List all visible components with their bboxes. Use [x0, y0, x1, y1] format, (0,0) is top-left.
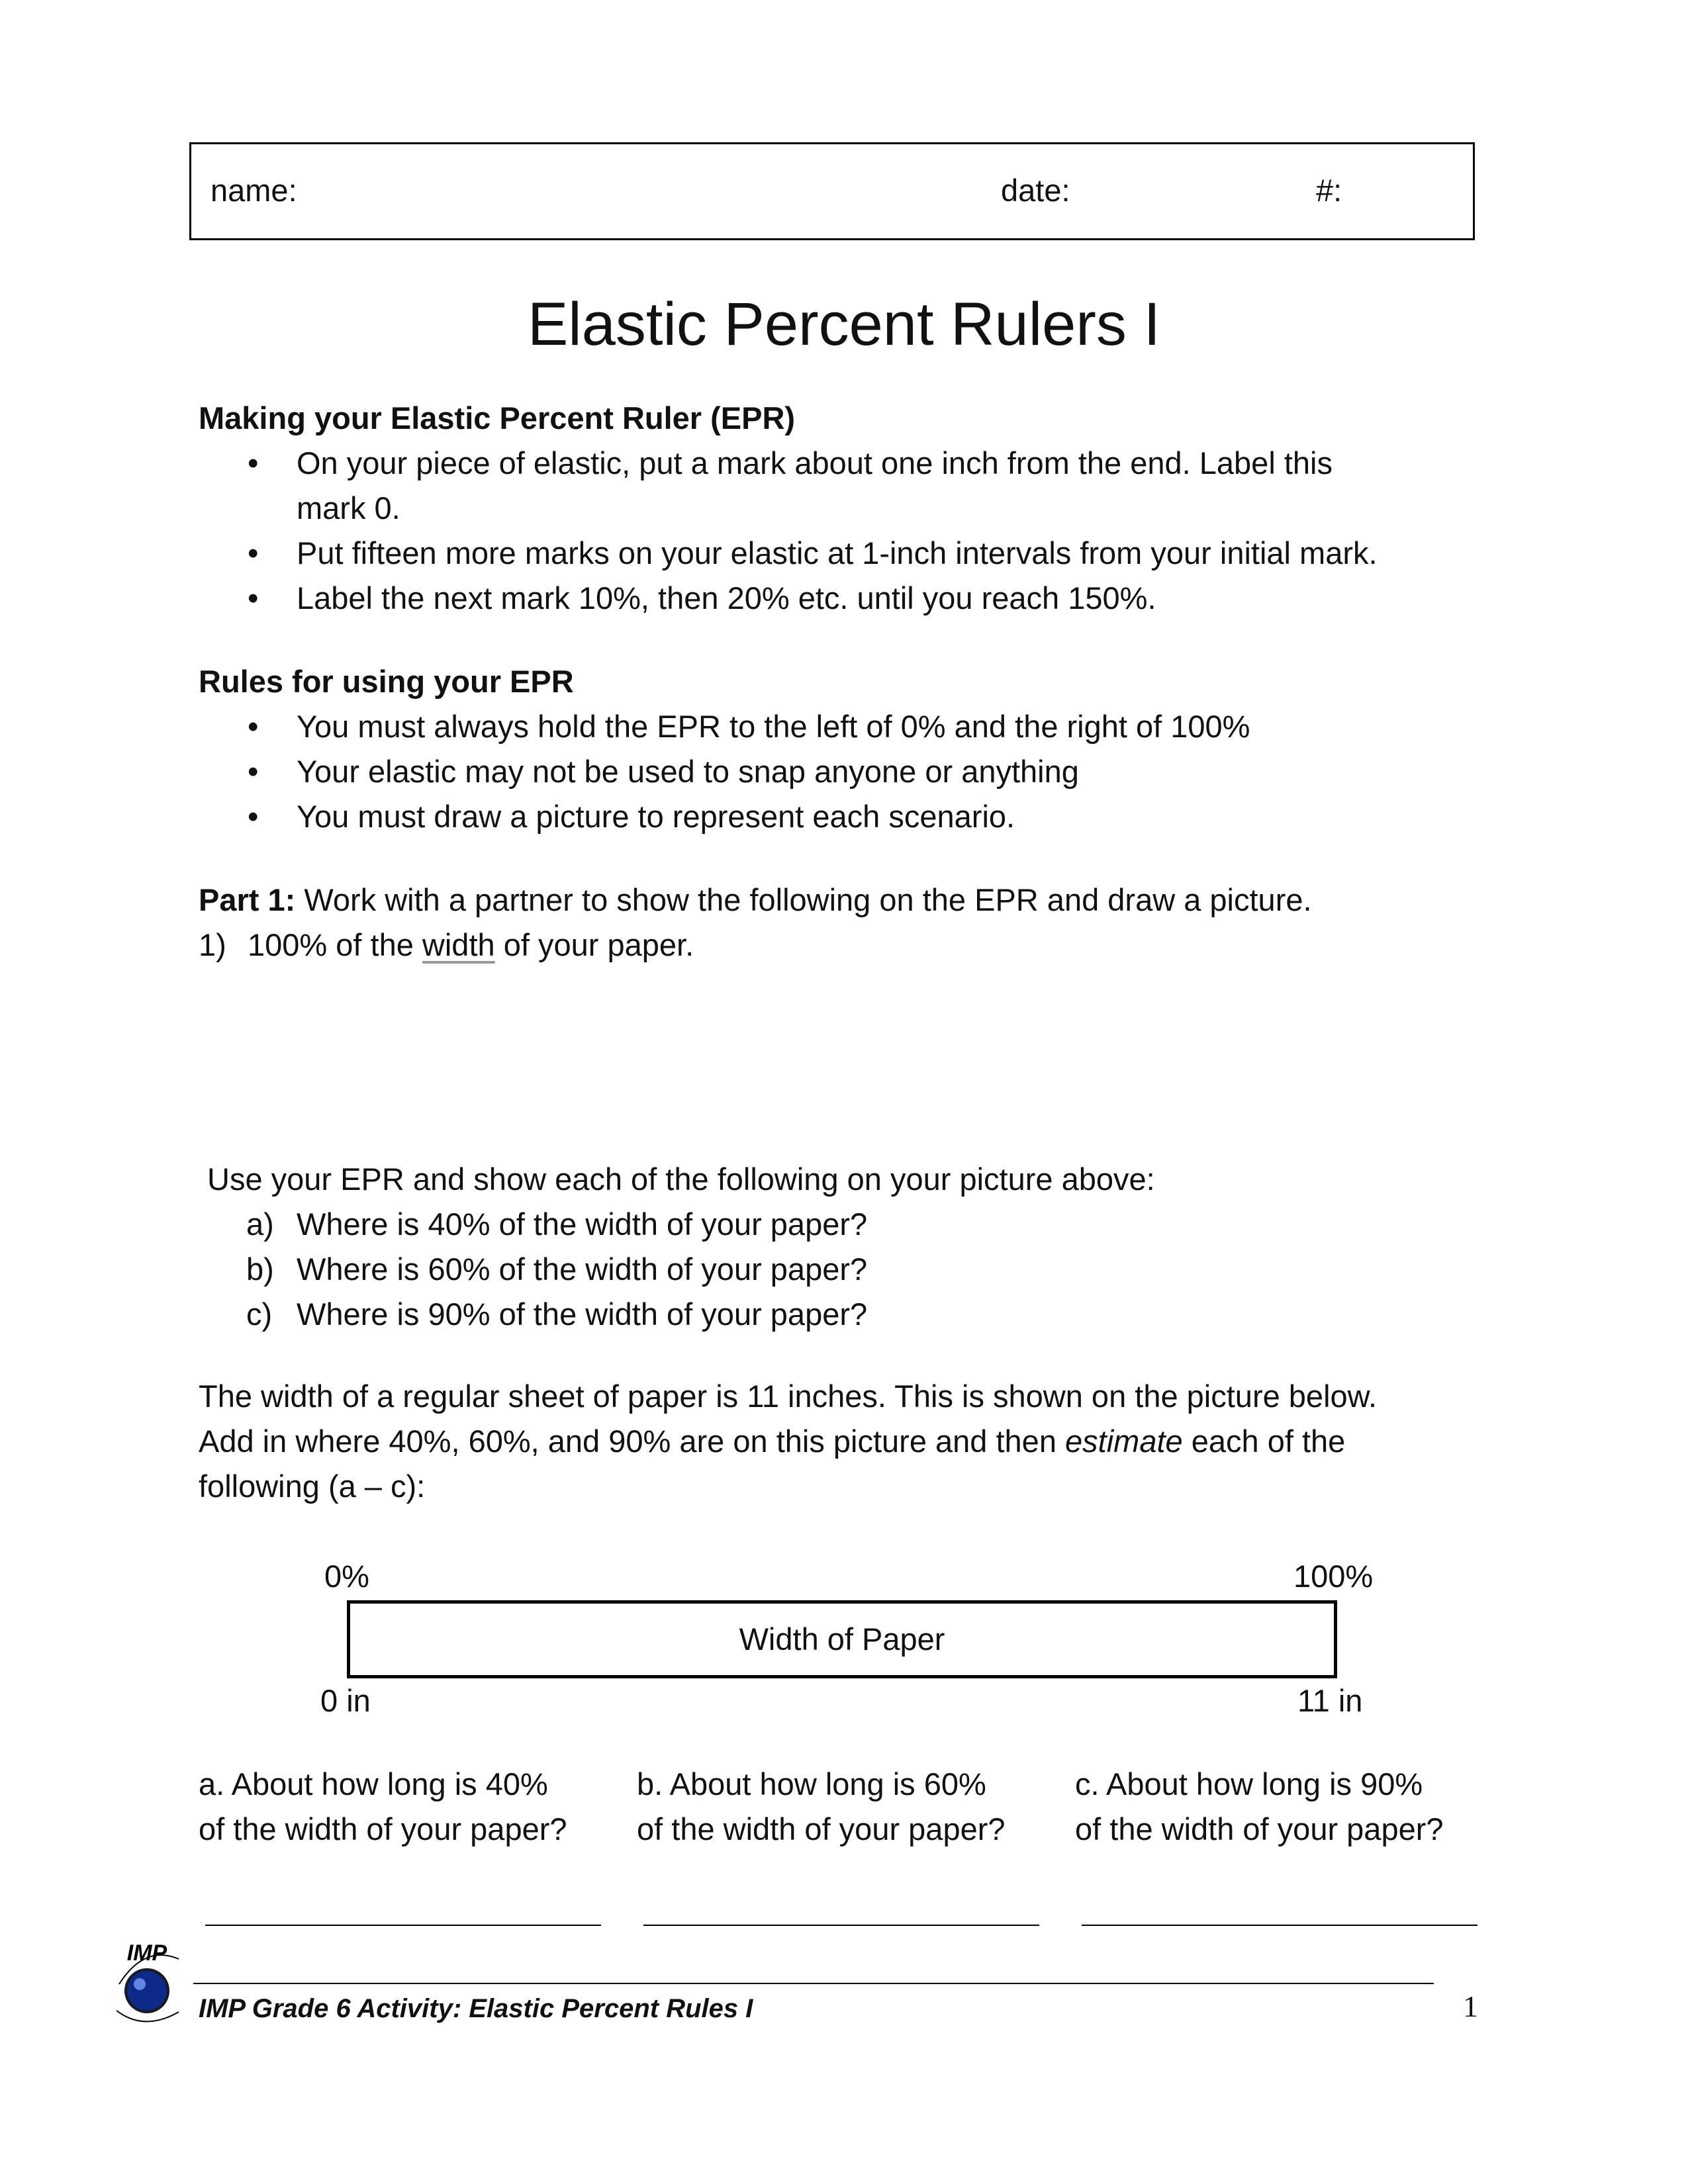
bullet-icon: • — [248, 445, 259, 480]
use-epr-item-a: Where is 40% of the width of your paper? — [297, 1206, 868, 1242]
bullet-icon: • — [248, 580, 259, 615]
answer-line-b[interactable] — [643, 1925, 1039, 1926]
width-paragraph-line-2-after: each of the — [1182, 1424, 1346, 1459]
question-c-line-1: c. About how long is 90% — [1075, 1766, 1423, 1801]
making-bullet-2-text: Put fifteen more marks on your elastic at 1-inch intervals from your initial mark. — [297, 535, 1378, 570]
question-c-line-2: of the width of your paper? — [1075, 1811, 1444, 1846]
page-title: Elastic Percent Rulers I — [527, 291, 1161, 358]
diagram-left-percent: 0% — [324, 1559, 369, 1594]
name-label: name: — [211, 173, 297, 208]
question-b-line-1: b. About how long is 60% — [637, 1766, 986, 1801]
use-epr-item-b: Where is 60% of the width of your paper? — [297, 1251, 868, 1287]
use-epr-intro: Use your EPR and show each of the following on your picture above: — [207, 1161, 1155, 1197]
part1-label: Part 1: — [199, 882, 296, 917]
page-number: 1 — [1463, 1989, 1478, 2023]
question-b-line-2: of the width of your paper? — [637, 1811, 1006, 1846]
width-paragraph-line-2-before: Add in where 40%, 60%, and 90% are on this picture and then — [199, 1424, 1066, 1459]
paper-width-label: Width of Paper — [739, 1621, 945, 1657]
width-paragraph-line-2 — [199, 1419, 1345, 1464]
footer-rule — [193, 1983, 1434, 1984]
date-label: date: — [1001, 173, 1070, 208]
answer-line-a[interactable] — [205, 1925, 601, 1926]
bullet-icon: • — [248, 709, 259, 744]
answer-line-c[interactable] — [1082, 1925, 1477, 1926]
bullet-icon: • — [248, 754, 259, 789]
estimate-word: estimate — [1065, 1424, 1183, 1459]
use-epr-letter-a: a) — [246, 1206, 274, 1242]
logo-text: IMP — [126, 1940, 167, 1966]
part1-item-before: 100% of the — [248, 927, 422, 962]
part1-instruction: Work with a partner to show the following on the EPR and draw a picture. — [295, 882, 1312, 917]
question-a-line-2: of the width of your paper? — [199, 1811, 567, 1846]
diagram-right-inches: 11 in — [1297, 1683, 1363, 1718]
bullet-icon: • — [248, 535, 259, 570]
rules-bullet-2-text: Your elastic may not be used to snap anyone or anything — [297, 754, 1079, 789]
width-paragraph-line-1: The width of a regular sheet of paper is 11 inches. This is shown on the picture below. — [199, 1379, 1378, 1414]
question-a-line-1: a. About how long is 40% — [199, 1766, 548, 1801]
rules-heading: Rules for using your EPR — [199, 664, 574, 699]
rules-bullet-1-text: You must always hold the EPR to the left of 0% and the right of 100% — [297, 709, 1250, 744]
part1-item-number: 1) — [199, 927, 226, 962]
number-label: #: — [1316, 173, 1342, 208]
making-bullet-1-text: On your piece of elastic, put a mark about one inch from the end. Label this — [297, 445, 1333, 480]
part1-instruction-line — [199, 878, 1312, 923]
imp-logo — [105, 1933, 191, 2038]
diagram-left-inches: 0 in — [320, 1683, 371, 1718]
making-bullet-1-continued: mark 0. — [297, 490, 400, 525]
use-epr-letter-b: b) — [246, 1251, 274, 1287]
making-heading: Making your Elastic Percent Ruler (EPR) — [199, 400, 796, 435]
rules-bullet-3-text: You must draw a picture to represent each scenario. — [297, 799, 1015, 834]
making-bullet-3-text: Label the next mark 10%, then 20% etc. until you reach 150%. — [297, 580, 1156, 615]
footer-text: IMP Grade 6 Activity: Elastic Percent Rules I — [199, 1994, 753, 2023]
bullet-icon: • — [248, 799, 259, 834]
use-epr-letter-c: c) — [246, 1297, 273, 1332]
part1-item-after: of your paper. — [494, 927, 694, 962]
part1-item-underlined: width — [422, 927, 495, 962]
part1-item — [248, 923, 694, 968]
imp-logo-icon — [105, 1933, 191, 2038]
student-info-box — [189, 142, 1475, 240]
diagram-right-percent: 100% — [1293, 1559, 1374, 1594]
use-epr-item-c: Where is 90% of the width of your paper? — [297, 1297, 868, 1332]
width-paragraph-line-3: following (a – c): — [199, 1469, 426, 1504]
